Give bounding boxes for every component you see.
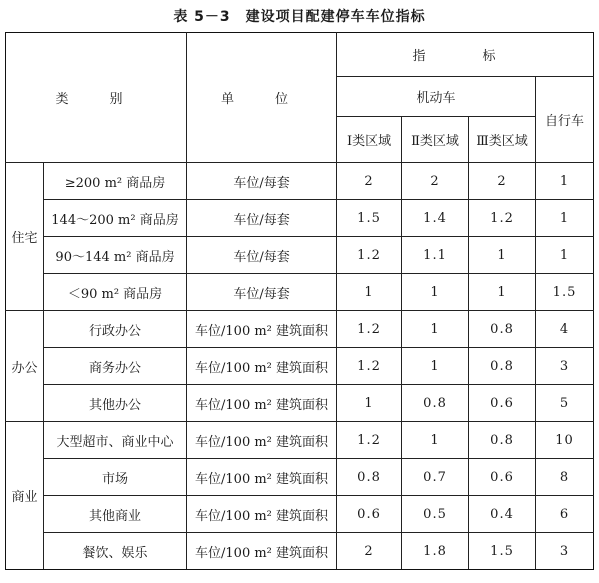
unit-cell: 车位/100 m² 建筑面积 [187,311,337,348]
group-label: 住宅 [6,163,44,311]
zone-1-value: 1.2 [337,237,402,274]
building-type: 市场 [44,459,187,496]
header-unit: 单 位 [187,33,337,163]
zone-3-value: 0.6 [469,459,536,496]
bicycle-value: 8 [536,459,594,496]
unit-cell: 车位/100 m² 建筑面积 [187,385,337,422]
table-row [6,237,594,274]
building-type: 其他商业 [44,496,187,533]
unit-cell: 车位/100 m² 建筑面积 [187,496,337,533]
zone-2-value: 0.5 [402,496,469,533]
unit-cell: 车位/每套 [187,200,337,237]
header-zone-3: Ⅲ类区域 [469,117,536,163]
zone-3-value: 1 [469,274,536,311]
unit-cell: 车位/每套 [187,274,337,311]
table-row [6,422,594,459]
zone-3-value: 1.2 [469,200,536,237]
zone-1-value: 2 [337,533,402,570]
unit-cell: 车位/100 m² 建筑面积 [187,422,337,459]
bicycle-value: 1 [536,237,594,274]
zone-3-value: 1 [469,237,536,274]
zone-2-value: 0.7 [402,459,469,496]
zone-3-value: 0.4 [469,496,536,533]
unit-cell: 车位/每套 [187,163,337,200]
group-label: 办公 [6,311,44,422]
building-type: 90～144 m² 商品房 [44,237,187,274]
building-type: ＜90 m² 商品房 [44,274,187,311]
bicycle-value: 1 [536,200,594,237]
parking-standards-table [5,32,594,570]
header-motor-vehicle: 机动车 [337,77,536,117]
building-type: 144～200 m² 商品房 [44,200,187,237]
zone-1-value: 1.2 [337,422,402,459]
table-row [6,348,594,385]
zone-1-value: 1 [337,274,402,311]
header-zone-1: Ⅰ类区域 [337,117,402,163]
table-row [6,385,594,422]
table-row [6,274,594,311]
building-type: ≥200 m² 商品房 [44,163,187,200]
bicycle-value: 10 [536,422,594,459]
zone-3-value: 2 [469,163,536,200]
header-zone-2: Ⅱ类区域 [402,117,469,163]
zone-2-value: 1 [402,274,469,311]
table-row [6,200,594,237]
bicycle-value: 1.5 [536,274,594,311]
building-type: 大型超市、商业中心 [44,422,187,459]
building-type: 行政办公 [44,311,187,348]
building-type: 餐饮、娱乐 [44,533,187,570]
unit-cell: 车位/每套 [187,237,337,274]
zone-1-value: 1.5 [337,200,402,237]
zone-2-value: 1.4 [402,200,469,237]
zone-3-value: 0.6 [469,385,536,422]
bicycle-value: 6 [536,496,594,533]
building-type: 其他办公 [44,385,187,422]
table-title: 表 5－3 建设项目配建停车车位指标 [173,9,426,25]
zone-3-value: 0.8 [469,348,536,385]
table-row [6,533,594,570]
unit-cell: 车位/100 m² 建筑面积 [187,348,337,385]
zone-2-value: 1.8 [402,533,469,570]
zone-2-value: 2 [402,163,469,200]
bicycle-value: 5 [536,385,594,422]
unit-cell: 车位/100 m² 建筑面积 [187,533,337,570]
header-bicycle: 自行车 [536,77,594,163]
unit-cell: 车位/100 m² 建筑面积 [187,459,337,496]
bicycle-value: 1 [536,163,594,200]
zone-2-value: 1 [402,311,469,348]
header-category: 类 别 [6,33,187,163]
zone-3-value: 1.5 [469,533,536,570]
zone-1-value: 0.6 [337,496,402,533]
zone-1-value: 1.2 [337,348,402,385]
bicycle-value: 4 [536,311,594,348]
zone-2-value: 1 [402,422,469,459]
zone-1-value: 2 [337,163,402,200]
table-row [6,163,594,200]
zone-2-value: 1.1 [402,237,469,274]
zone-1-value: 1 [337,385,402,422]
header-indicator: 指 标 [337,33,594,77]
table-row [6,311,594,348]
zone-2-value: 1 [402,348,469,385]
zone-1-value: 1.2 [337,311,402,348]
bicycle-value: 3 [536,533,594,570]
building-type: 商务办公 [44,348,187,385]
bicycle-value: 3 [536,348,594,385]
zone-3-value: 0.8 [469,311,536,348]
table-row [6,496,594,533]
zone-2-value: 0.8 [402,385,469,422]
zone-3-value: 0.8 [469,422,536,459]
zone-1-value: 0.8 [337,459,402,496]
table-row [6,459,594,496]
group-label: 商业 [6,422,44,570]
